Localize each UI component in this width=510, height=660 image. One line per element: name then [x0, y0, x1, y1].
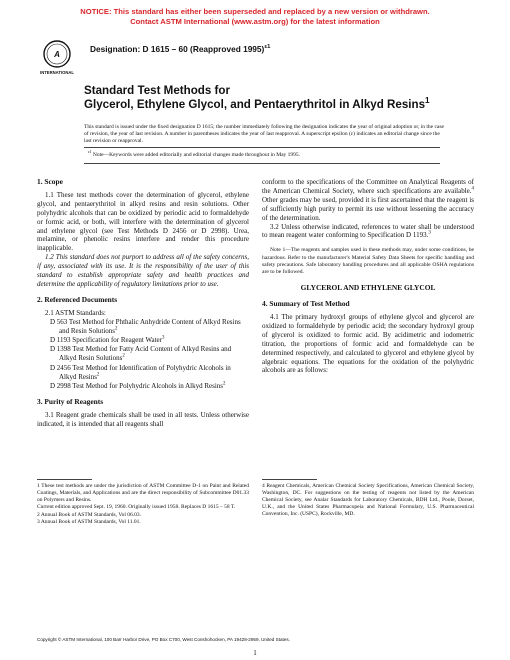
title-line-2: Glycerol, Ethylene Glycol, and Pentaerythritol in Alkyd Resins	[84, 97, 426, 111]
section-heading-scope: 1. Scope	[37, 177, 63, 186]
title-footnote-mark: 1	[425, 95, 430, 105]
designation-mark: ε1	[264, 44, 271, 51]
footnote: 4 Reagent Chemicals, American Chemical Society Specifications, American Chemical Society, Washington, DC. For suggestions on the testing of reagents not listed by the American Chemical Society, see Analar Standards for Laboratory Chemicals, BDH Ltd., Poole, Dorset, U.K., and the United States Pharmacopeia and National Formulary, U.S. Pharmaceutical Convention, Inc. (USPC), Rockville, MD.	[262, 483, 474, 517]
reference-item: D 1193 Specification for Reagent Water$^3$	[50, 335, 165, 344]
editorial-note-mark: ε1	[88, 150, 92, 155]
footnotes-left	[37, 483, 249, 526]
reference-item: D 563 Test Method for Phthalic Anhydride Content of Alkyd Resins and Resin Solutions$^2$	[50, 317, 241, 335]
divider	[84, 163, 440, 164]
reference-item: D 2998 Test Method for Polyhydric Alcohols in Alkyd Resins$^2$	[50, 381, 226, 391]
paragraph-3-1: 3.1 Reagent grade chemicals shall be used in all tests. Unless otherwise indicated, it is intended that all reagents shall	[37, 410, 249, 428]
paragraph-4-1: 4.1 The primary hydroxyl groups of ethylene glycol and glycerol are oxidized to formaldehyde by periodic acid; the secondary hydroxyl group of glycerol is oxidized to formic acid. By acidimetric and iodometric titration, the proportions of formic acid and formaldehyde can be determined respectively, and calculated to glycerol and ethylene glycol by algebraic equations. The equations for the oxidation of the polyhydric alcohols are as follows:	[262, 312, 474, 375]
note-1: Note 1—The reagents and samples used in these methods may, under some conditions, be hazardous. Refer to the manufacturer's Material Safety Data Sheets for specific handling and safety precautions. Safe laboratory handling procedures and all applicable OSHA regulations are to be followed.	[262, 247, 474, 275]
title-line-1: Standard Test Methods for	[84, 84, 231, 97]
notice-line-2: Contact ASTM International (www.astm.org) for the latest information	[130, 16, 380, 26]
section-heading-referenced-documents: 2. Referenced Documents	[37, 294, 118, 304]
editorial-note-text: Note—Keywords were added editorially and editorial changes made throughout in May 1995.	[92, 152, 301, 158]
footnotes-right	[262, 483, 474, 518]
svg-text:A: A	[54, 50, 60, 59]
right-column	[262, 178, 474, 375]
footnote-divider	[262, 479, 317, 480]
left-column	[37, 178, 249, 429]
footnote: 2 Annual Book of ASTM Standards, Vol 06.03.	[37, 511, 141, 518]
divider	[84, 147, 440, 148]
astm-logo-icon	[40, 38, 74, 76]
section-heading-summary: 4. Summary of Test Method	[262, 299, 350, 309]
reference-item: D 2456 Test Method for Identification of Polyhydric Alcohols in Alkyd Resins$^2$	[50, 363, 231, 381]
paragraph-1-1: 1.1 These test methods cover the determination of glycerol, ethylene glycol, and pentaerythritol in alkyd resins and resin solutions. Other polyhydric alcohols that can be oxidized by periodic acid to formaldehyde or formic acid, or both, will interfere with the determination of glycerol and ethylene glycol (see Test Methods D 2456 or D 2998). Urea, melamine, or phenolic resins interfere and render this procedure inapplicable.	[37, 190, 249, 253]
page-number: 1	[253, 649, 257, 657]
section-heading-glycerol: GLYCEROL AND ETHYLENE GLYCOL	[300, 283, 436, 293]
footnote-divider	[37, 479, 92, 480]
issued-statement: This standard is issued under the fixed designation D 1615; the number immediately following the designation indicates the year of original adoption or, in the case of revision, the year of last revision. A number in parentheses indicates the year of last reapproval. A superscript epsilon (ε) indicates an editorial change since the last revision or reapproval.	[84, 124, 444, 144]
section-heading-purity-of-reagents: 3. Purity of Reagents	[37, 396, 104, 406]
footnote: Current edition approved Sept. 19, 1960. Originally issued 1958. Replaces D 1615 – 58 T.	[37, 504, 236, 511]
withdrawal-notice	[0, 7, 510, 26]
page-title	[84, 84, 464, 111]
footnote: 3 Annual Book of ASTM Standards, Vol 11.01.	[37, 519, 141, 526]
footnote: 1 These test methods are under the jurisdiction of ASTM Committee D-1 on Paint and Related Coatings, Materials, and Applications and are the direct responsibility of Subcommittee D01.33 on Polymers and Resins.	[37, 483, 249, 503]
paragraph-1-2: 1.2 This standard does not purport to address all of the safety concerns, if any, associated with its use. It is the responsibility of the user of this standard to establish appropriate safety and health practices and determine the applicability of regulatory limitations prior to use.	[37, 253, 249, 288]
designation-label: Designation: D 1615 – 60 (Reapproved 1995)	[90, 44, 265, 54]
editorial-note	[88, 152, 448, 158]
copyright: Copyright © ASTM International, 100 Barr Harbor Drive, PO Box C700, West Conshohocken, PA 19428-2959, United States.	[37, 637, 290, 642]
designation	[90, 44, 270, 54]
paragraph-3-2: 3.2 Unless otherwise indicated, references to water shall be understood to mean reagent water conforming to Specification D 1193.$^3$	[262, 222, 474, 240]
notice-line-1: NOTICE: This standard has either been superseded and replaced by a new version or withdrawn.	[80, 7, 430, 16]
paragraph-2-1: 2.1 ASTM Standards:	[45, 308, 106, 317]
logo-text: INTERNATIONAL	[40, 70, 74, 75]
paragraph-continuation: conform to the specifications of the Committee on Analytical Reagents of the American Chemical Society, where such specifications are available.$^4$ Other grades may be used, provided it is first ascertained that the reagent is of sufficiently high purity to permit its use without lessening the accuracy of the determination.	[262, 178, 474, 222]
reference-item: D 1398 Test Method for Fatty Acid Content of Alkyd Resins and Alkyd Resin Solutions$^2$	[50, 345, 232, 363]
